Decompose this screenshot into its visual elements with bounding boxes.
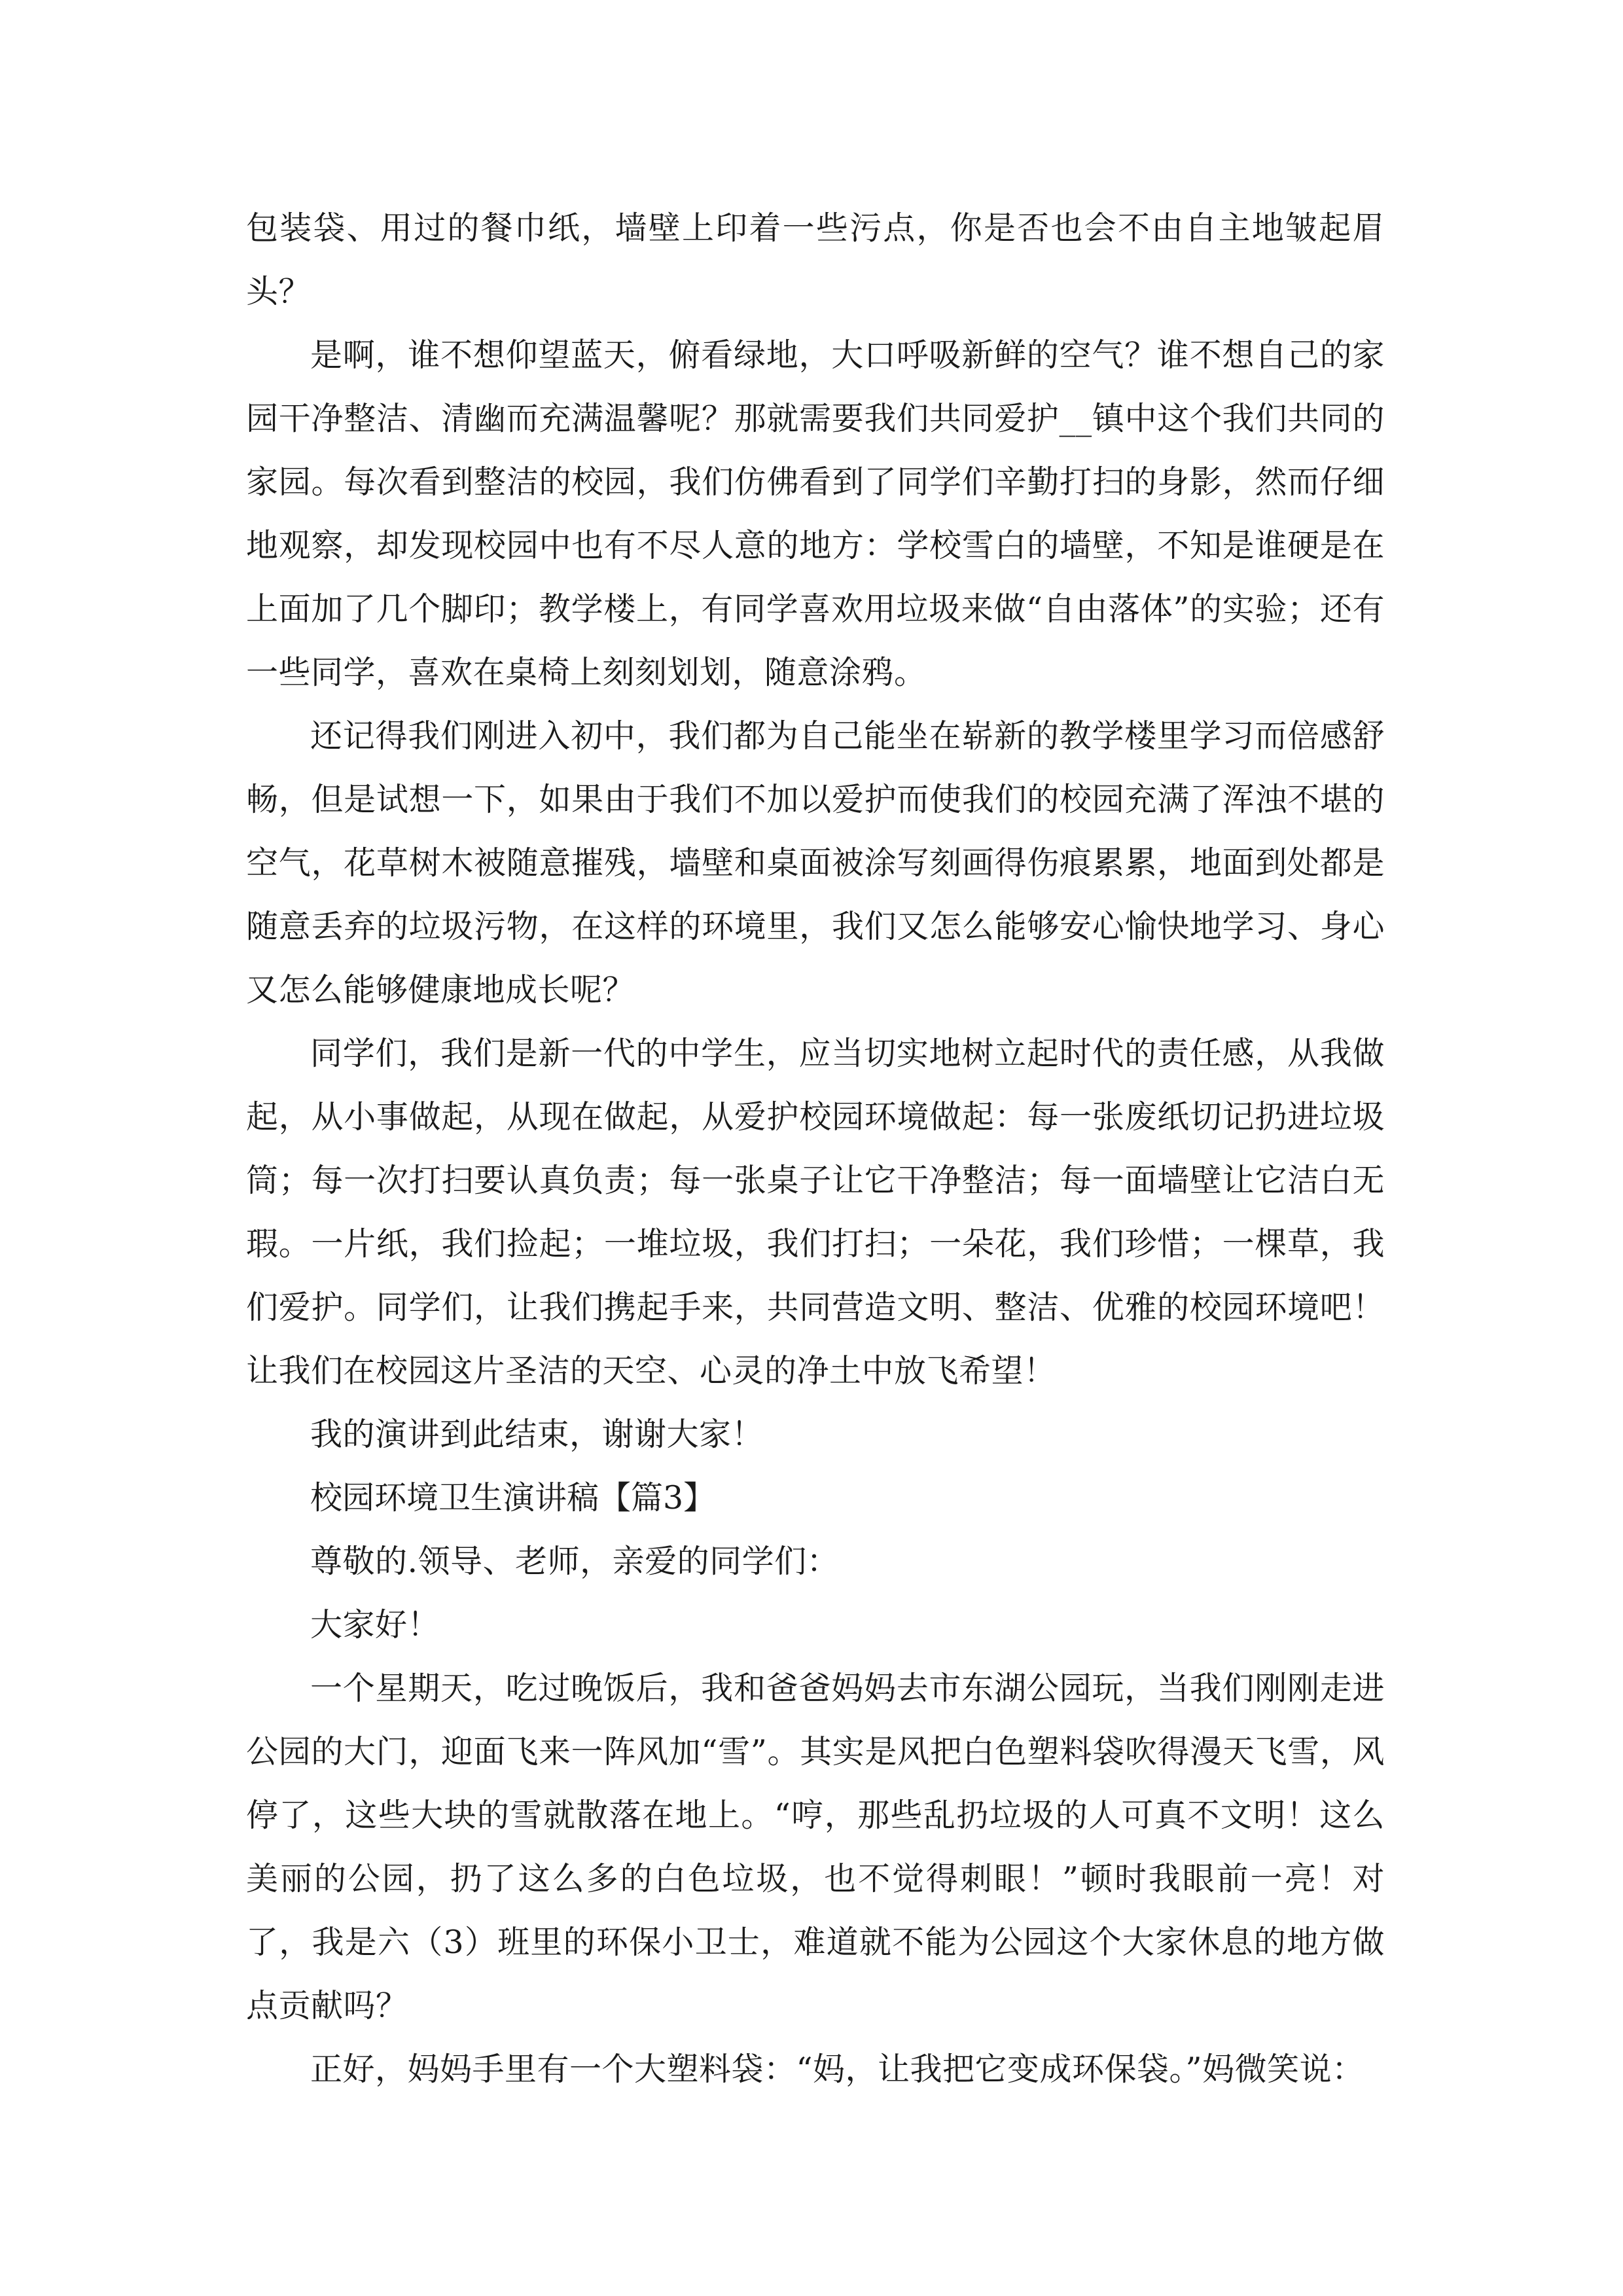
document-body [246, 196, 1385, 2101]
section-title: 校园环境卫生演讲稿【篇3】 [310, 1479, 716, 1516]
paragraph-continued: 包装袋、用过的餐巾纸，墙壁上印着一些污点，你是否也会不由自主地皱起眉头？ [246, 209, 1385, 310]
paragraph-call-to-action: 同学们，我们是新一代的中学生，应当切实地树立起时代的责任感，从我做起，从小事做起，从现在做起，从爱护校园环境做起：每一张废纸切记扔进垃圾筒；每一次打扫要认真负责；每一张桌子让它干净整洁；每一面墙壁让它洁白无瑕。一片纸，我们捡起；一堆垃圾，我们打扫；一朵花，我们珍惜；一棵草，我们爱护。同学们，让我们携起手来，共同营造文明、整洁、优雅的校园环境吧！让我们在校园这片圣洁的天空、心灵的净土中放飞希望！ [246, 1035, 1385, 1390]
paragraph-greeting: 大家好！ [310, 1606, 440, 1643]
paragraph-plastic-bag: 正好，妈妈手里有一个大塑料袋：“妈，让我把它变成环保袋。”妈微笑说： [310, 2051, 1364, 2088]
paragraph-park-story: 一个星期天，吃过晚饭后，我和爸爸妈妈去市东湖公园玩，当我们刚刚走进公园的大门，迎面飞来一阵风加“雪”。其实是风把白色塑料袋吹得漫天飞雪，风停了，这些大块的雪就散落在地上。“哼，那些乱扔垃圾的人可真不文明！这么美丽的公园，扔了这么多的白色垃圾，也不觉得刺眼！”顿时我眼前一亮！对了，我是六（3）班里的环保小卫士，难道就不能为公园这个大家休息的地方做点贡献吗？ [246, 1670, 1385, 2024]
paragraph-blue-sky: 是啊，谁不想仰望蓝天，俯看绿地，大口呼吸新鲜的空气？谁不想自己的家园干净整洁、清幽而充满温馨呢？那就需要我们共同爱护__镇中这个我们共同的家园。每次看到整洁的校园，我们仿佛看到了同学们辛勤打扫的身影，然而仔细地观察，却发现校园中也有不尽人意的地方：学校雪白的墙壁，不知是谁硬是在上面加了几个脚印；教学楼上，有同学喜欢用垃圾来做“自由落体”的实验；还有一些同学，喜欢在桌椅上刻刻划划，随意涂鸦。 [246, 336, 1385, 691]
paragraph-junior-high: 还记得我们刚进入初中，我们都为自己能坐在崭新的教学楼里学习而倍感舒畅，但是试想一下，如果由于我们不加以爱护而使我们的校园充满了浑浊不堪的空气，花草树木被随意摧残，墙壁和桌面被涂写刻画得伤痕累累，地面到处都是随意丢弃的垃圾污物，在这样的环境里，我们又怎么能够安心愉快地学习、身心又怎么能够健康地成长呢？ [246, 717, 1385, 1009]
paragraph-closing: 我的演讲到此结束，谢谢大家！ [310, 1416, 764, 1453]
paragraph-salutation: 尊敬的.领导、老师，亲爱的同学们： [310, 1543, 840, 1580]
